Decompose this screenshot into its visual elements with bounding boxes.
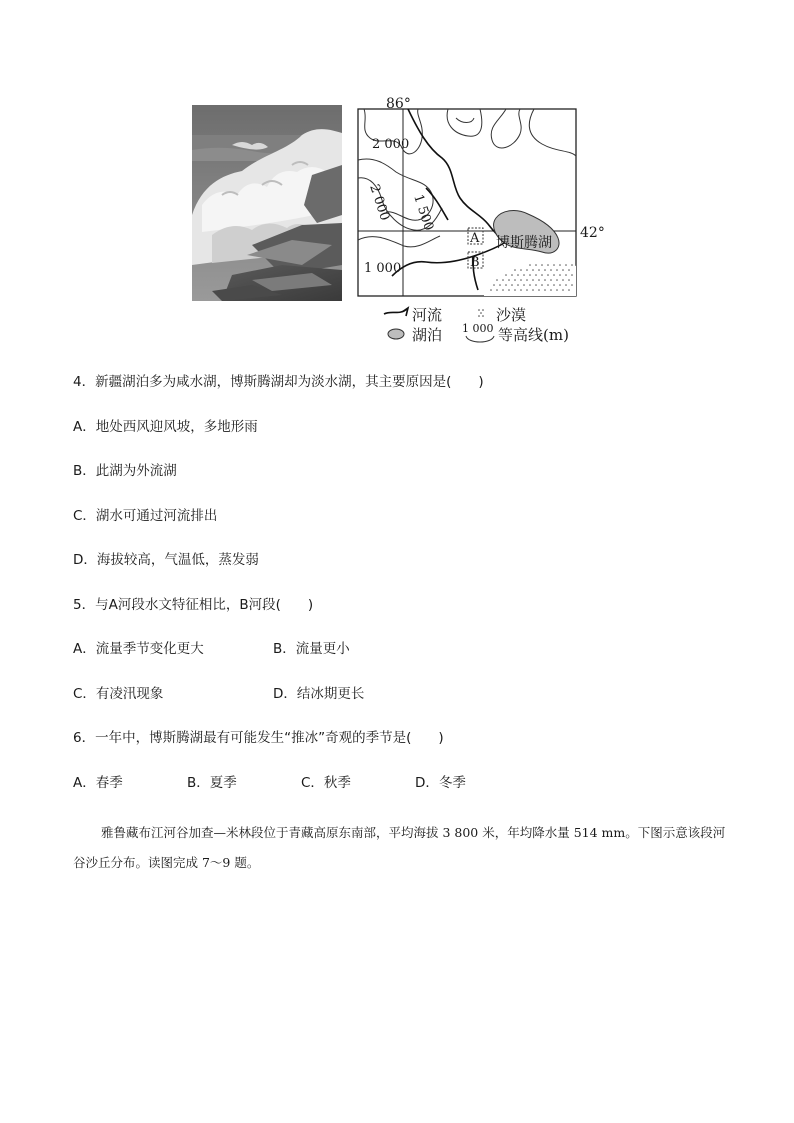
ice-push-photo — [192, 105, 342, 301]
question-4-option-d: D．海拔较高，气温低，蒸发弱 — [73, 552, 259, 568]
question-6-option-c: C．秋季 — [301, 775, 351, 791]
contour-label-2000-top: 2 000 — [372, 137, 410, 152]
question-4-option-b: B．此湖为外流湖 — [73, 463, 177, 479]
question-4-option-c: C．湖水可通过河流排出 — [73, 508, 218, 524]
question-4-option-a: A．地处西风迎风坡，多地形雨 — [73, 419, 258, 435]
legend-desert: 沙漠 — [496, 306, 527, 324]
question-6-option-d: D．冬季 — [415, 775, 466, 791]
question-6-option-b: B．夏季 — [187, 775, 237, 791]
legend-river: 河流 — [412, 306, 443, 324]
bosten-lake-map — [356, 90, 618, 345]
passage-line-2: 意该段河谷沙丘分布。读图完成 7～9 题。 — [73, 825, 726, 870]
legend-contour: 等高线(m) — [498, 326, 569, 344]
question-6-option-a: A．春季 — [73, 775, 123, 791]
longitude-label: 86° — [386, 96, 411, 112]
contour-label-1000: 1 000 — [364, 261, 402, 276]
contour-legend-icon — [466, 336, 494, 342]
desert-area — [484, 258, 576, 296]
question-5-option-a: A．流量季节变化更大 — [73, 641, 204, 657]
question-5-option-c: C．有凌汛现象 — [73, 686, 164, 702]
latitude-label: 42° — [580, 225, 605, 241]
legend-contour-value: 1 000 — [462, 322, 494, 335]
point-b-label: B — [470, 255, 480, 270]
question-5-option-d: D．结冰期更长 — [273, 686, 365, 702]
point-a-label: A — [470, 231, 480, 246]
question-5-option-b: B．流量更小 — [273, 641, 350, 657]
legend-lake: 湖泊 — [412, 326, 443, 344]
lake-name-label: 博斯腾湖 — [496, 235, 552, 251]
contour-label-2000-left: 2 000 — [366, 182, 392, 223]
passage-7-9 — [73, 818, 733, 878]
desert-legend-icon — [478, 309, 484, 317]
map-legend — [384, 306, 569, 344]
question-5-stem: 5．与A河段水文特征相比，B河段( ) — [73, 597, 314, 613]
question-6-stem: 6．一年中，博斯腾湖最有可能发生“推冰”奇观的季节是( ) — [73, 730, 444, 746]
passage-line-1: 雅鲁藏布江河谷加查—米林段位于青藏高原东南部，平均海拔 3 800 米，年均降水量 514 mm。下图示 — [101, 825, 676, 840]
river-legend-icon — [384, 308, 408, 316]
contour-label-1500: 1 500 — [410, 192, 436, 233]
question-4-stem: 4．新疆湖泊多为咸水湖，博斯腾湖却为淡水湖，其主要原因是( ) — [73, 374, 484, 390]
lake-legend-icon — [388, 329, 404, 339]
